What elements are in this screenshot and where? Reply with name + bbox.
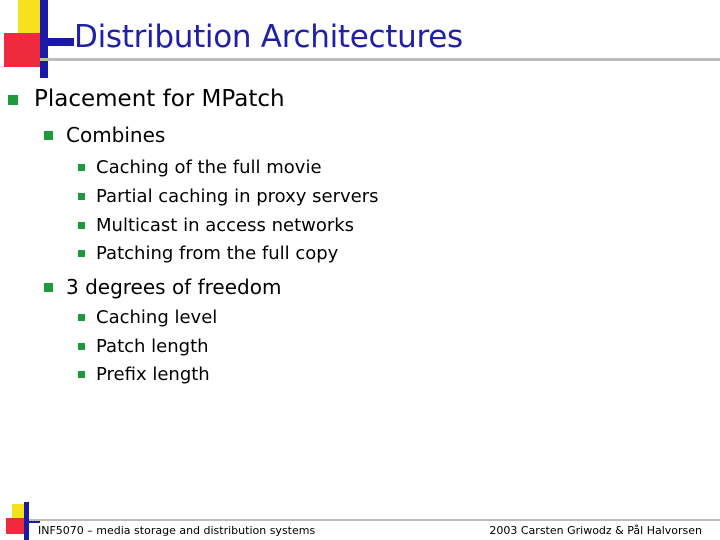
bullet-square-icon bbox=[78, 250, 85, 257]
footer-rule bbox=[29, 519, 720, 521]
title-underline bbox=[40, 58, 720, 61]
footer-copyright: 2003 Carsten Griwodz & Pål Halvorsen bbox=[489, 524, 702, 537]
bullet-square-icon bbox=[78, 371, 85, 378]
list-item-text: Multicast in access networks bbox=[96, 215, 355, 236]
bullet-square-icon bbox=[78, 222, 85, 229]
group-heading-text: 3 degrees of freedom bbox=[66, 275, 282, 299]
bullet-square-icon bbox=[44, 283, 53, 292]
group-heading-degrees bbox=[44, 275, 281, 299]
logo-blue-cross bbox=[40, 38, 74, 46]
page-title: Distribution Architectures bbox=[74, 19, 463, 55]
main-bullet-text: Placement for MPatch bbox=[34, 86, 285, 112]
group-heading-text: Combines bbox=[66, 123, 166, 147]
bullet-square-icon bbox=[78, 193, 85, 200]
list-item bbox=[78, 243, 338, 264]
bullet-square-icon bbox=[44, 131, 53, 140]
list-item bbox=[78, 336, 209, 357]
footer-course: INF5070 – media storage and distribution systems bbox=[38, 524, 316, 537]
list-item bbox=[78, 157, 322, 178]
list-item-text: Patch length bbox=[96, 336, 209, 357]
bullet-square-icon bbox=[78, 314, 85, 321]
footer-logo-red-square bbox=[6, 518, 26, 534]
list-item-text: Caching level bbox=[96, 307, 218, 328]
group-heading-combines bbox=[44, 123, 165, 147]
list-item-text: Partial caching in proxy servers bbox=[96, 186, 379, 207]
list-item-text: Caching of the full movie bbox=[96, 157, 322, 178]
list-item-text: Prefix length bbox=[96, 364, 210, 385]
bullet-square-icon bbox=[8, 95, 18, 105]
list-item bbox=[78, 307, 217, 328]
bullet-square-icon bbox=[78, 343, 85, 350]
main-bullet bbox=[8, 86, 285, 112]
list-item bbox=[78, 215, 354, 236]
bullet-square-icon bbox=[78, 164, 85, 171]
list-item bbox=[78, 364, 210, 385]
list-item-text: Patching from the full copy bbox=[96, 243, 339, 264]
list-item bbox=[78, 186, 378, 207]
